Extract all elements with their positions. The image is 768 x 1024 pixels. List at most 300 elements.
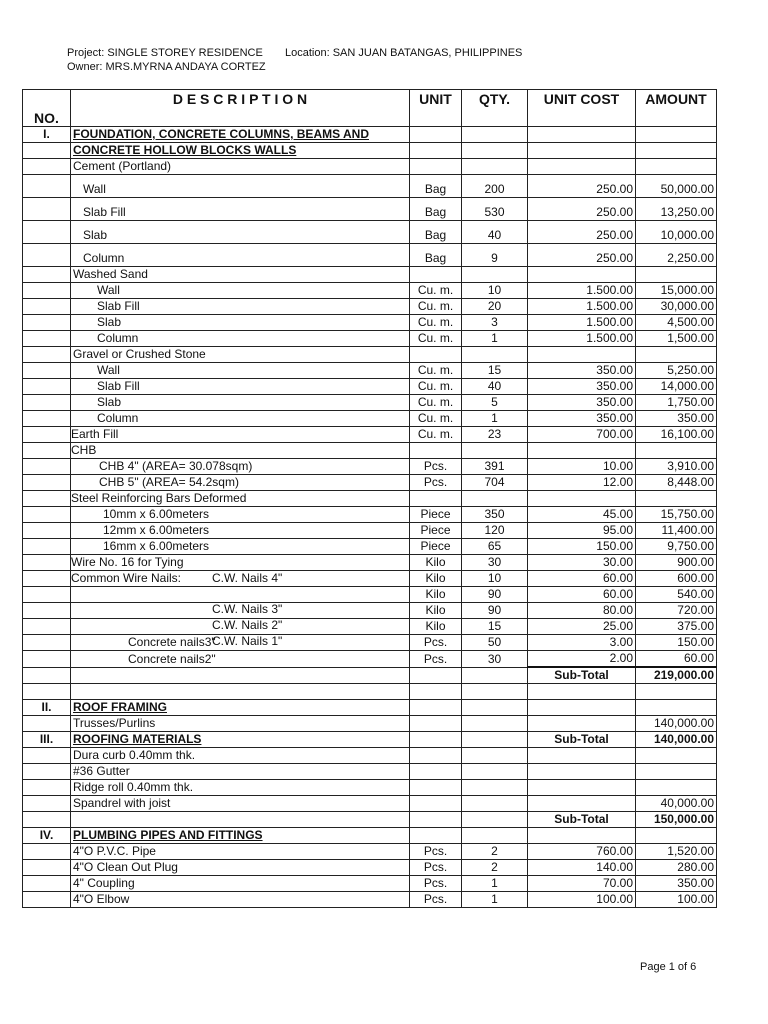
quantity-cell <box>462 828 528 844</box>
description-text: Concrete nails2" <box>128 651 216 666</box>
unit-cost-cell: Sub-Total <box>528 732 636 748</box>
table-row <box>23 619 717 635</box>
column-header-amount: AMOUNT <box>636 90 717 127</box>
amount-cell: 2,250.00 <box>636 244 717 267</box>
quantity-cell <box>462 159 528 175</box>
table-row <box>23 379 717 395</box>
quantity-cell: 1 <box>462 331 528 347</box>
description-text: Trusses/Purlins <box>73 716 156 730</box>
section-title: PLUMBING PIPES AND FITTINGS <box>73 828 263 842</box>
unit-cell: Pcs. <box>410 635 462 651</box>
description-text: Column <box>83 251 125 265</box>
quantity-cell: 50 <box>462 635 528 651</box>
description-cell <box>71 475 410 491</box>
unit-cell: Pcs. <box>410 892 462 908</box>
unit-cost-cell: 3.00 <box>528 635 636 651</box>
amount-cell: 375.00 <box>636 619 717 635</box>
nail-size-text: C.W. Nails 2" <box>212 618 283 632</box>
description-cell <box>71 198 410 221</box>
unit-cell: Cu. m. <box>410 363 462 379</box>
unit-cell: Cu. m. <box>410 395 462 411</box>
description-text: Wall <box>97 363 120 377</box>
table-row <box>23 267 717 283</box>
table-row <box>23 491 717 507</box>
unit-cost-cell: 70.00 <box>528 876 636 892</box>
table-row <box>23 764 717 780</box>
unit-cost-cell <box>528 491 636 507</box>
quantity-cell: 350 <box>462 507 528 523</box>
item-number-cell <box>23 780 71 796</box>
item-number-cell <box>23 315 71 331</box>
description-text: CHB 5" (AREA= 54.2sqm) <box>99 475 239 489</box>
nail-size-text: C.W. Nails 3" <box>212 602 283 616</box>
unit-cell <box>410 159 462 175</box>
table-row <box>23 796 717 812</box>
description-text: Wire No. 16 for Tying <box>71 555 184 569</box>
item-number-cell <box>23 619 71 635</box>
description-cell <box>71 315 410 331</box>
amount-cell: 14,000.00 <box>636 379 717 395</box>
description-text: Ridge roll 0.40mm thk. <box>73 780 194 794</box>
unit-cell <box>410 828 462 844</box>
table-row <box>23 427 717 443</box>
description-text: Dura curb 0.40mm thk. <box>73 748 196 762</box>
unit-cell <box>410 127 462 143</box>
unit-cell: Pcs. <box>410 844 462 860</box>
amount-cell <box>636 780 717 796</box>
amount-cell <box>636 443 717 459</box>
quantity-cell: 3 <box>462 315 528 331</box>
table-row <box>23 748 717 764</box>
amount-cell: 15,000.00 <box>636 283 717 299</box>
item-number-cell <box>23 159 71 175</box>
table-row <box>23 143 717 159</box>
description-text: Column <box>97 331 139 345</box>
quantity-cell: 200 <box>462 175 528 198</box>
table-row <box>23 555 717 571</box>
amount-cell: 16,100.00 <box>636 427 717 443</box>
amount-cell: 30,000.00 <box>636 299 717 315</box>
unit-cell: Cu. m. <box>410 283 462 299</box>
item-number-cell <box>23 507 71 523</box>
unit-cost-cell: 100.00 <box>528 892 636 908</box>
quantity-cell: 65 <box>462 539 528 555</box>
unit-cost-cell <box>528 127 636 143</box>
description-text: Cement (Portland) <box>73 159 172 173</box>
amount-cell: 60.00 <box>636 651 717 668</box>
table-row <box>23 443 717 459</box>
unit-cost-cell <box>528 780 636 796</box>
quantity-cell <box>462 812 528 828</box>
amount-cell: 11,400.00 <box>636 523 717 539</box>
table-row <box>23 175 717 198</box>
quantity-cell <box>462 684 528 700</box>
unit-cost-cell <box>528 267 636 283</box>
unit-cost-cell: 1.500.00 <box>528 299 636 315</box>
description-cell <box>71 363 410 379</box>
amount-cell: 5,250.00 <box>636 363 717 379</box>
unit-cell: Kilo <box>410 587 462 603</box>
item-number-cell: II. <box>23 700 71 716</box>
unit-cost-cell: 250.00 <box>528 198 636 221</box>
amount-cell: 15,750.00 <box>636 507 717 523</box>
item-number-cell <box>23 539 71 555</box>
quantity-cell: 23 <box>462 427 528 443</box>
item-number-cell <box>23 427 71 443</box>
unit-cost-cell: 2.00 <box>528 651 636 668</box>
description-cell <box>71 780 410 796</box>
description-cell <box>71 860 410 876</box>
amount-cell: 540.00 <box>636 587 717 603</box>
amount-cell: 1,500.00 <box>636 331 717 347</box>
description-cell <box>71 411 410 427</box>
item-number-cell <box>23 860 71 876</box>
quantity-cell <box>462 267 528 283</box>
description-text: 12mm x 6.00meters <box>103 523 210 537</box>
item-number-cell <box>23 812 71 828</box>
unit-cost-cell <box>528 684 636 700</box>
table-row <box>23 700 717 716</box>
project-label: Project: SINGLE STOREY RESIDENCE <box>67 47 263 59</box>
unit-cell: Kilo <box>410 571 462 587</box>
item-number-cell <box>23 571 71 587</box>
table-row <box>23 780 717 796</box>
description-cell <box>71 244 410 267</box>
item-number-cell <box>23 892 71 908</box>
column-header-description: D E S C R I P T I O N <box>71 90 410 127</box>
description-cell <box>71 812 410 828</box>
item-number-cell <box>23 764 71 780</box>
unit-cost-cell <box>528 159 636 175</box>
quantity-cell <box>462 748 528 764</box>
item-number-cell <box>23 395 71 411</box>
amount-cell <box>636 748 717 764</box>
item-number-cell: I. <box>23 127 71 143</box>
unit-cell: Bag <box>410 221 462 244</box>
quantity-cell: 120 <box>462 523 528 539</box>
unit-cell <box>410 764 462 780</box>
quantity-cell: 40 <box>462 221 528 244</box>
quantity-cell: 15 <box>462 619 528 635</box>
quantity-cell: 9 <box>462 244 528 267</box>
description-cell <box>71 143 410 159</box>
nail-size-text: C.W. Nails 1" <box>212 634 283 648</box>
unit-cost-cell: 25.00 <box>528 619 636 635</box>
amount-cell: 900.00 <box>636 555 717 571</box>
quantity-cell: 704 <box>462 475 528 491</box>
quantity-cell: 20 <box>462 299 528 315</box>
table-row <box>23 667 717 684</box>
unit-cost-cell: 250.00 <box>528 175 636 198</box>
unit-cell: Pcs. <box>410 876 462 892</box>
description-cell <box>71 555 410 571</box>
description-text: Wall <box>83 182 106 196</box>
amount-cell: 150.00 <box>636 635 717 651</box>
unit-cell <box>410 684 462 700</box>
unit-cost-cell <box>528 347 636 363</box>
description-cell <box>71 347 410 363</box>
item-number-cell <box>23 244 71 267</box>
description-text: 4"O Elbow <box>73 892 130 906</box>
amount-cell: 150,000.00 <box>636 812 717 828</box>
description-cell <box>71 796 410 812</box>
item-number-cell <box>23 363 71 379</box>
unit-cell: Bag <box>410 175 462 198</box>
item-number-cell <box>23 684 71 700</box>
item-number-cell <box>23 603 71 619</box>
column-header-unit: UNIT <box>410 90 462 127</box>
quantity-cell: 90 <box>462 603 528 619</box>
quantity-cell <box>462 491 528 507</box>
table-row <box>23 571 717 587</box>
description-cell <box>71 828 410 844</box>
quantity-cell <box>462 667 528 684</box>
unit-cell: Kilo <box>410 619 462 635</box>
unit-cell <box>410 700 462 716</box>
unit-cell <box>410 347 462 363</box>
quantity-cell <box>462 796 528 812</box>
description-cell <box>71 700 410 716</box>
unit-cell: Cu. m. <box>410 315 462 331</box>
unit-cost-cell: 1.500.00 <box>528 331 636 347</box>
table-row <box>23 363 717 379</box>
unit-cell: Cu. m. <box>410 411 462 427</box>
unit-cost-cell <box>528 796 636 812</box>
unit-cost-cell: 45.00 <box>528 507 636 523</box>
table-row <box>23 159 717 175</box>
unit-cell: Cu. m. <box>410 331 462 347</box>
description-cell <box>71 331 410 347</box>
amount-cell: 10,000.00 <box>636 221 717 244</box>
unit-cell <box>410 732 462 748</box>
description-cell <box>71 443 410 459</box>
item-number-cell <box>23 221 71 244</box>
table-row <box>23 732 717 748</box>
description-text: Steel Reinforcing Bars Deformed <box>71 491 247 505</box>
unit-cost-cell <box>528 748 636 764</box>
item-number-cell <box>23 667 71 684</box>
table-row <box>23 315 717 331</box>
description-cell <box>71 379 410 395</box>
item-number-cell <box>23 748 71 764</box>
unit-cost-cell: 1.500.00 <box>528 283 636 299</box>
description-text: 10mm x 6.00meters <box>103 507 210 521</box>
unit-cost-cell: 350.00 <box>528 411 636 427</box>
unit-cost-cell: 350.00 <box>528 395 636 411</box>
description-cell <box>71 459 410 475</box>
quantity-cell: 5 <box>462 395 528 411</box>
description-text: 16mm x 6.00meters <box>103 539 210 553</box>
table-row <box>23 635 717 651</box>
item-number-cell <box>23 283 71 299</box>
item-number-cell <box>23 491 71 507</box>
amount-cell <box>636 267 717 283</box>
item-number-cell <box>23 555 71 571</box>
table-row <box>23 651 717 668</box>
description-cell <box>71 748 410 764</box>
description-cell <box>71 684 410 700</box>
item-number-cell <box>23 796 71 812</box>
amount-cell <box>636 143 717 159</box>
description-text: Concrete nails3" <box>128 635 216 649</box>
item-number-cell <box>23 587 71 603</box>
unit-cost-cell <box>528 828 636 844</box>
quantity-cell <box>462 700 528 716</box>
quantity-cell: 530 <box>462 198 528 221</box>
quantity-cell: 1 <box>462 892 528 908</box>
description-text: Slab Fill <box>83 205 126 219</box>
table-row <box>23 844 717 860</box>
description-cell <box>71 716 410 732</box>
amount-cell: 9,750.00 <box>636 539 717 555</box>
description-text: CHB 4" (AREA= 30.078sqm) <box>99 459 253 473</box>
amount-cell: 350.00 <box>636 876 717 892</box>
unit-cost-cell <box>528 700 636 716</box>
table-row <box>23 283 717 299</box>
unit-cell: Piece <box>410 523 462 539</box>
table-row <box>23 198 717 221</box>
unit-cost-cell: 140.00 <box>528 860 636 876</box>
section-title: ROOF FRAMING <box>73 700 167 714</box>
unit-cost-cell: 350.00 <box>528 379 636 395</box>
amount-cell: 8,448.00 <box>636 475 717 491</box>
item-number-cell <box>23 635 71 651</box>
description-cell <box>71 395 410 411</box>
unit-cell: Bag <box>410 198 462 221</box>
table-row <box>23 411 717 427</box>
description-text: Common Wire Nails: <box>71 571 182 585</box>
table-row <box>23 892 717 908</box>
table-row <box>23 299 717 315</box>
description-cell <box>71 299 410 315</box>
amount-cell: 50,000.00 <box>636 175 717 198</box>
quantity-cell: 30 <box>462 555 528 571</box>
item-number-cell <box>23 876 71 892</box>
quantity-cell: 10 <box>462 571 528 587</box>
item-number-cell: IV. <box>23 828 71 844</box>
table-row <box>23 828 717 844</box>
table-row <box>23 221 717 244</box>
section-title: CONCRETE HOLLOW BLOCKS WALLS <box>73 143 297 157</box>
description-text: Slab <box>97 315 122 329</box>
table-row <box>23 876 717 892</box>
unit-cost-cell <box>528 443 636 459</box>
unit-cell <box>410 667 462 684</box>
description-cell <box>71 267 410 283</box>
location-label: Location: SAN JUAN BATANGAS, PHILIPPINES <box>285 47 523 59</box>
owner-label: Owner: MRS.MYRNA ANDAYA CORTEZ <box>67 61 266 73</box>
description-cell <box>71 427 410 443</box>
unit-cell: Cu. m. <box>410 427 462 443</box>
amount-cell <box>636 764 717 780</box>
unit-cost-cell: 250.00 <box>528 221 636 244</box>
amount-cell: 1,750.00 <box>636 395 717 411</box>
amount-cell: 600.00 <box>636 571 717 587</box>
item-number-cell <box>23 379 71 395</box>
item-number-cell <box>23 143 71 159</box>
amount-cell <box>636 127 717 143</box>
unit-cost-cell: 10.00 <box>528 459 636 475</box>
description-text: Slab Fill <box>97 379 140 393</box>
table-row <box>23 347 717 363</box>
amount-cell: 100.00 <box>636 892 717 908</box>
description-cell <box>71 507 410 523</box>
column-header-no: NO. <box>23 90 71 127</box>
unit-cost-cell: 1.500.00 <box>528 315 636 331</box>
unit-cell <box>410 491 462 507</box>
item-number-cell <box>23 844 71 860</box>
item-number-cell <box>23 523 71 539</box>
item-number-cell <box>23 347 71 363</box>
item-number-cell <box>23 716 71 732</box>
amount-cell: 720.00 <box>636 603 717 619</box>
unit-cost-cell: 80.00 <box>528 603 636 619</box>
quantity-cell <box>462 764 528 780</box>
description-cell <box>71 732 410 748</box>
column-header-qty: QTY. <box>462 90 528 127</box>
description-cell <box>71 603 410 632</box>
column-header-unit-cost: UNIT COST <box>528 90 636 127</box>
description-cell <box>71 491 410 507</box>
item-number-cell <box>23 267 71 283</box>
description-cell <box>71 571 410 587</box>
item-number-cell <box>23 411 71 427</box>
bill-of-quantities-table <box>22 89 717 908</box>
amount-cell: 13,250.00 <box>636 198 717 221</box>
description-cell <box>71 127 410 143</box>
unit-cost-cell <box>528 716 636 732</box>
table-row <box>23 127 717 143</box>
unit-cost-cell <box>528 143 636 159</box>
unit-cell: Cu. m. <box>410 299 462 315</box>
table-row <box>23 331 717 347</box>
item-number-cell <box>23 475 71 491</box>
unit-cell: Piece <box>410 539 462 555</box>
description-text: Slab <box>97 395 122 409</box>
amount-cell <box>636 347 717 363</box>
amount-cell <box>636 159 717 175</box>
item-number-cell <box>23 175 71 198</box>
amount-cell: 140,000.00 <box>636 716 717 732</box>
amount-cell: 140,000.00 <box>636 732 717 748</box>
item-number-cell <box>23 198 71 221</box>
amount-cell: 219,000.00 <box>636 667 717 684</box>
quantity-cell <box>462 443 528 459</box>
unit-cell <box>410 812 462 828</box>
description-text: Spandrel with joist <box>73 796 171 810</box>
description-text: CHB <box>71 443 97 457</box>
unit-cell: Kilo <box>410 603 462 619</box>
quantity-cell <box>462 127 528 143</box>
table-row <box>23 587 717 603</box>
description-text: Gravel or Crushed Stone <box>73 347 206 361</box>
unit-cell: Cu. m. <box>410 379 462 395</box>
quantity-cell <box>462 143 528 159</box>
quantity-cell: 2 <box>462 860 528 876</box>
item-number-cell <box>23 299 71 315</box>
item-number-cell <box>23 459 71 475</box>
unit-cell: Kilo <box>410 555 462 571</box>
table-row <box>23 523 717 539</box>
table-row <box>23 475 717 491</box>
table-row <box>23 539 717 555</box>
description-text: Slab Fill <box>97 299 140 313</box>
table-row <box>23 507 717 523</box>
unit-cell <box>410 716 462 732</box>
quantity-cell: 40 <box>462 379 528 395</box>
unit-cost-cell: 60.00 <box>528 571 636 587</box>
table-row <box>23 684 717 700</box>
